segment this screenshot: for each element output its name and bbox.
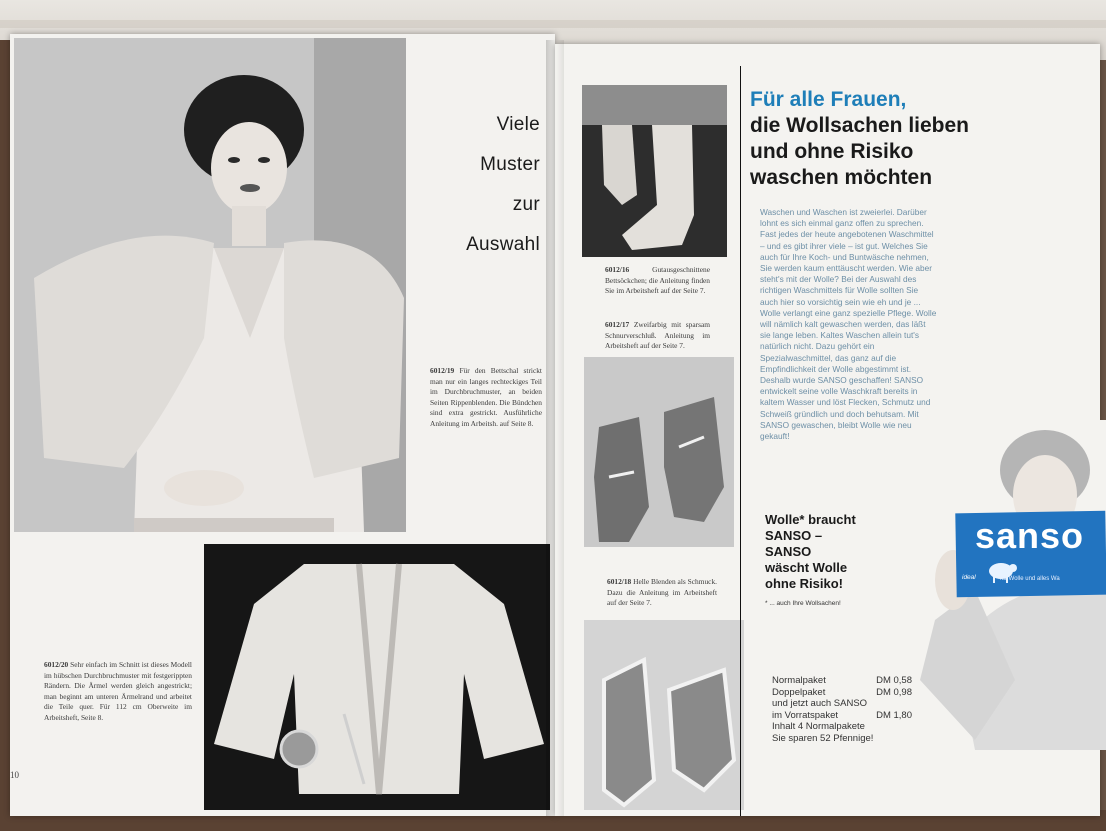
ad-headline-line: waschen möchten — [750, 166, 933, 189]
slogan-line: ohne Risiko! — [765, 576, 844, 591]
price-value: DM 1,80 — [876, 709, 912, 721]
price-row — [772, 733, 912, 745]
caption-number: 6012/16 — [605, 265, 630, 274]
price-label: Normalpaket — [772, 675, 826, 686]
ad-headline-line: und ohne Risiko — [750, 140, 914, 163]
caption-6012-17 — [605, 320, 710, 352]
sanso-ideal-label: ideal — [962, 574, 976, 581]
slogan-line: SANSO – — [765, 528, 823, 543]
price-label: Doppelpaket — [772, 686, 826, 698]
price-row — [772, 675, 912, 687]
caption-6012-20 — [44, 660, 192, 723]
caption-text: Zweifarbig mit sparsam Schnurverschluß. Anleitung im Arbeitsheft auf der Seite 7. — [605, 320, 710, 350]
slogan-line: wäscht Wolle — [765, 560, 848, 575]
caption-text: Für den Bettschal strickt man nur ein langes rechteckiges Teil im Durchbruchmuster, an beiden Seiten Rippenblenden. Die Bündchen sind extra gestrickt. Ausführliche Anleitung im Arbeitsh. auf Seite 8. — [430, 366, 542, 428]
headline-line: Auswahl — [466, 234, 540, 255]
left-headline — [430, 105, 540, 265]
sanso-subline: für Wolle und alles Wa — [1000, 576, 1060, 582]
caption-number: 6012/18 — [607, 577, 632, 586]
caption-text: Sehr einfach im Schnitt ist dieses Modell im hübschen Durchbruchmuster mit festgerippten Rändern. Die Ärmel werden gleich angestrickt; man beginnt am unteren Ärmelrand und arbeitet die Teile quer. Für 112 cm Oberweite im Arbeitsheft, Seite 8. — [44, 660, 192, 722]
price-list — [772, 675, 912, 744]
page-number: 10 — [10, 770, 19, 780]
caption-6012-19 — [430, 366, 542, 429]
slogan-line: SANSO — [765, 544, 812, 559]
headline-line: Muster — [480, 154, 540, 175]
price-label: und jetzt auch SANSO — [772, 698, 868, 709]
caption-text: Helle Blenden als Schmuck. Dazu die Anleitung im Arbeitsheft auf der Seite 7. — [607, 577, 717, 607]
price-value: DM 0,58 — [876, 675, 912, 686]
price-value: DM 0,98 — [876, 686, 912, 698]
caption-number: 6012/20 — [44, 660, 69, 669]
photo-slippers — [584, 357, 734, 547]
photo-sandals — [584, 620, 744, 810]
caption-6012-18 — [607, 577, 717, 609]
price-label: im Vorratspaket — [772, 709, 838, 721]
ad-headline-line: die Wollsachen lieben — [750, 114, 970, 137]
photo-cardigan — [204, 544, 550, 810]
headline-line: zur — [512, 194, 540, 215]
page-gutter — [546, 40, 564, 816]
price-row — [772, 721, 912, 733]
caption-text: Gutausgeschnittene Bettsöckchen; die Anleitung finden Sie im Arbeitsheft auf der Seite 7. — [605, 265, 710, 295]
column-divider — [740, 66, 741, 816]
ad-footnote: * ... auch Ihre Wollsachen! — [765, 600, 841, 607]
photo-woman-bolero — [14, 38, 406, 532]
ad-body-text: Waschen und Waschen ist zweierlei. Darüber lohnt es sich einmal ganz offen zu sprechen. Fast jedes der heute angebotenen Waschmittel – und es gibt ihrer viele – ist gut. Welches Sie auch für Ihre Koch- und Buntwäsche nehmen, Sie werden kaum enttäuscht werden. Wie aber steht's mit der Wolle? Bei der Auswahl des richtigen Waschmittels für Wolle sollten Sie auch hier so vorsichtig sein wie eh und je ... Wolle verlangt eine ganz spezielle Pflege. Wolle will nämlich kalt gewaschen werden, das läßt sie lange leben. Kaltes Waschen allein tut's natürlich nicht. Dazu gehört ein Spezialwaschmittel, das ganz auf die Empfindlichkeit der Wolle abgestimmt ist. Deshalb wurde SANSO geschaffen! SANSO entwickelt seine volle Waschkraft bereits in kaltem Wasser und löst Flecken, Schmutz und Schweiß gründlich und doch behutsam. Mit SANSO gewaschen, bleibt Wolle wie neu gekauft! — [760, 207, 937, 442]
price-row — [772, 710, 912, 722]
price-row — [772, 698, 912, 710]
price-label: Sie sparen 52 Pfennige! — [772, 732, 874, 744]
ad-headline — [750, 87, 1010, 191]
caption-number: 6012/19 — [430, 366, 455, 375]
photo-bed-socks — [582, 85, 727, 257]
headline-line: Viele — [496, 114, 540, 135]
ad-headline-accent: Für alle Frauen, — [750, 88, 907, 111]
price-label: Inhalt 4 Normalpakete — [772, 721, 865, 732]
background-strip — [0, 20, 1106, 28]
caption-number: 6012/17 — [605, 320, 630, 329]
ad-slogan — [765, 512, 895, 592]
price-row — [772, 687, 912, 699]
slogan-line: Wolle* braucht — [765, 512, 856, 527]
caption-6012-16 — [605, 265, 710, 297]
sanso-logo: sanso — [975, 515, 1085, 556]
